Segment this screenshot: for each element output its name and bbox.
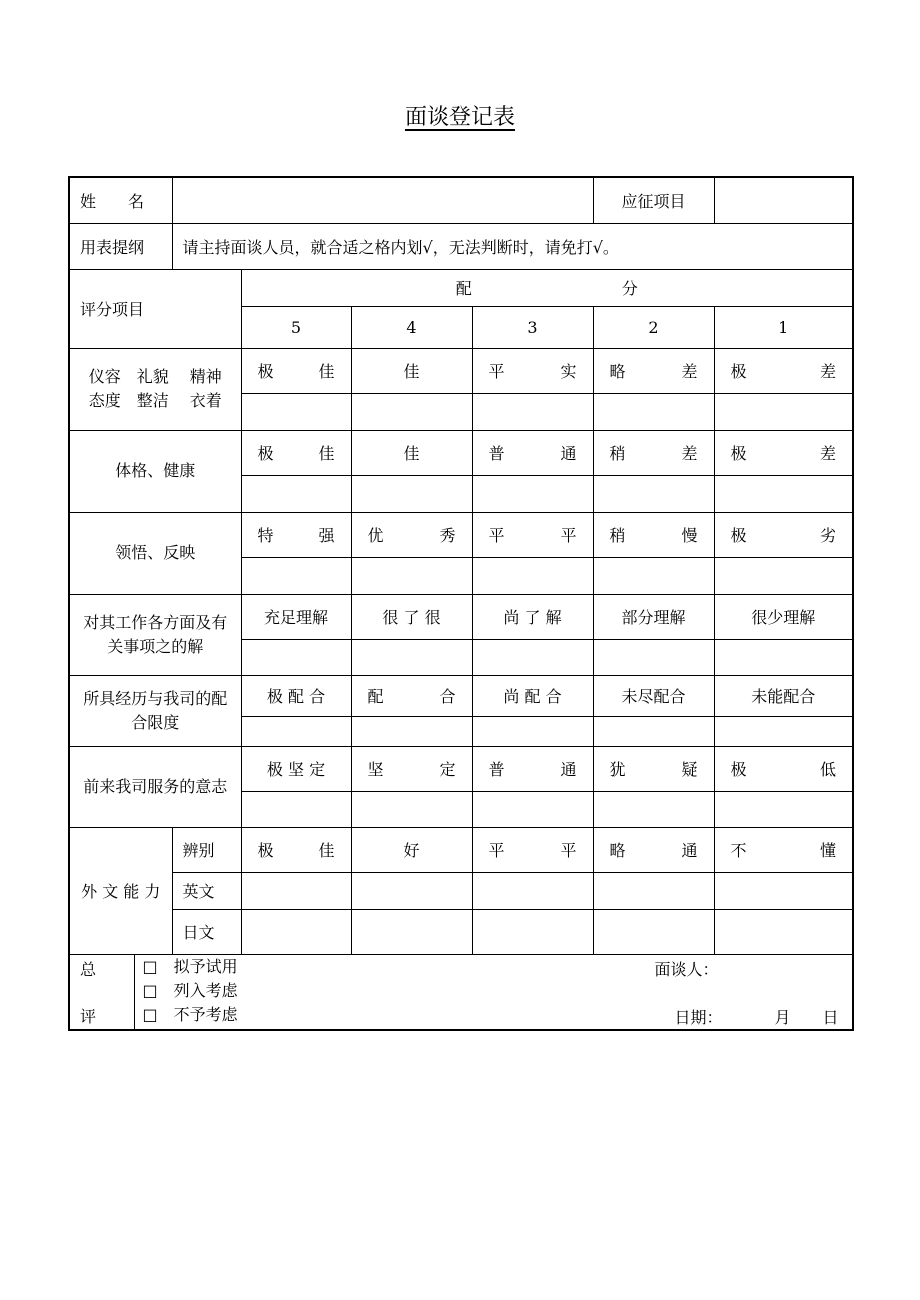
grade-word: 部分理解 — [621, 608, 686, 627]
grade-word: 劣 — [820, 526, 837, 545]
grade-word: 佳 — [318, 444, 335, 463]
grade-word: 尚 了 解 — [503, 608, 562, 627]
grade-option — [241, 827, 351, 872]
grade-option — [593, 512, 714, 557]
grade-word: 定 — [439, 760, 456, 779]
criterion-label: 体格、健康 — [69, 430, 241, 512]
mark-cell[interactable] — [351, 791, 472, 827]
mark-cell[interactable] — [241, 909, 351, 954]
grade-word: 疑 — [681, 760, 698, 779]
grade-word: 略 — [609, 362, 626, 381]
mark-cell[interactable] — [714, 872, 853, 909]
grade-option — [351, 827, 472, 872]
grade-option — [714, 594, 853, 639]
mark-cell[interactable] — [472, 639, 593, 675]
grade-word: 极 — [730, 526, 747, 545]
grade-word: 极 — [730, 362, 747, 381]
mark-cell[interactable] — [472, 791, 593, 827]
mark-cell[interactable] — [472, 393, 593, 430]
grade-word: 好 — [403, 841, 420, 860]
mark-cell[interactable] — [593, 557, 714, 594]
interviewer-label: 面谈人： — [654, 959, 719, 979]
grade-word: 普 — [488, 760, 505, 779]
criterion-label: 前来我司服务的意志 — [69, 746, 241, 827]
mark-cell[interactable] — [472, 557, 593, 594]
language-group-label: 外 文 能 力 — [69, 827, 172, 954]
grade-word: 坚 — [367, 760, 384, 779]
grade-word: 平 — [488, 362, 505, 381]
date-label: 日期： — [674, 1007, 723, 1027]
grade-option — [714, 512, 853, 557]
rating-item-label: 评分项目 — [69, 269, 241, 348]
grade-word: 极 — [730, 760, 747, 779]
mark-cell[interactable] — [351, 557, 472, 594]
mark-cell[interactable] — [241, 791, 351, 827]
grade-word: 佳 — [318, 362, 335, 381]
grade-word: 未能配合 — [751, 687, 816, 706]
mark-cell[interactable] — [714, 791, 853, 827]
grade-option — [593, 430, 714, 475]
grade-option — [714, 430, 853, 475]
grade-option — [351, 594, 472, 639]
instructions-label: 用表提纲 — [69, 223, 172, 269]
grade-word: 合 — [439, 687, 456, 706]
mark-cell[interactable] — [351, 872, 472, 909]
form-title: 面谈登记表 — [404, 105, 515, 130]
mark-cell[interactable] — [593, 791, 714, 827]
name-label: 姓 名 — [69, 177, 172, 223]
grade-word: 犹 — [609, 760, 626, 779]
grade-word: 通 — [560, 760, 577, 779]
grade-word: 充足理解 — [264, 608, 329, 627]
position-field[interactable] — [714, 177, 853, 223]
grade-word: 强 — [318, 526, 335, 545]
score-header: 配 分 — [241, 269, 853, 306]
grade-word: 实 — [560, 362, 577, 381]
grade-option — [472, 675, 593, 716]
grade-word: 极 坚 定 — [266, 760, 326, 779]
mark-cell[interactable] — [593, 909, 714, 954]
grade-option — [351, 675, 472, 716]
mark-cell[interactable] — [351, 475, 472, 512]
mark-cell[interactable] — [351, 639, 472, 675]
summary-options — [143, 955, 238, 1027]
grade-word: 通 — [560, 444, 577, 463]
grade-word: 慢 — [681, 526, 698, 545]
summary-checkbox[interactable]: □ 列入考虑 — [142, 980, 238, 1000]
score-5: 5 — [241, 306, 351, 348]
grade-option — [593, 675, 714, 716]
mark-cell[interactable] — [472, 909, 593, 954]
mark-cell[interactable] — [241, 872, 351, 909]
language-name: 日文 — [172, 909, 241, 954]
grade-option — [351, 512, 472, 557]
grade-option — [241, 675, 351, 716]
mark-cell[interactable] — [593, 716, 714, 746]
language-row — [69, 872, 853, 909]
score-4: 4 — [351, 306, 472, 348]
criterion-row — [69, 675, 853, 716]
summary-checkbox[interactable]: □ 拟予试用 — [142, 956, 238, 976]
instructions-text: 请主持面谈人员，就合适之格内划√，无法判断时，请免打√。 — [172, 223, 853, 269]
summary-row — [69, 954, 853, 1030]
grade-word: 稍 — [609, 444, 626, 463]
name-field[interactable] — [172, 177, 593, 223]
grade-word: 佳 — [403, 362, 420, 381]
criterion-row — [69, 746, 853, 791]
mark-cell[interactable] — [593, 872, 714, 909]
mark-cell[interactable] — [593, 639, 714, 675]
language-row — [69, 827, 853, 872]
grade-word: 差 — [820, 444, 837, 463]
summary-label-top: 总 — [80, 959, 97, 979]
grade-word: 平 — [488, 526, 505, 545]
grade-word: 极 — [730, 444, 747, 463]
mark-cell[interactable] — [714, 909, 853, 954]
grade-option — [241, 594, 351, 639]
mark-cell[interactable] — [714, 716, 853, 746]
mark-cell[interactable] — [241, 475, 351, 512]
grade-option — [593, 827, 714, 872]
mark-cell[interactable] — [714, 639, 853, 675]
grade-word: 未尽配合 — [621, 687, 686, 706]
grade-option — [241, 348, 351, 393]
grade-word: 佳 — [403, 444, 420, 463]
grade-word: 平 — [560, 841, 577, 860]
grade-word: 配 — [367, 687, 384, 706]
criterion-label: 仪容 礼貌 精神 态度 整洁 衣着 — [69, 348, 241, 430]
grade-word: 尚 配 合 — [503, 687, 562, 706]
mark-cell[interactable] — [241, 639, 351, 675]
grade-option — [593, 348, 714, 393]
mark-cell[interactable] — [593, 475, 714, 512]
grade-word: 佳 — [318, 841, 335, 860]
criterion-label: 领悟、反映 — [69, 512, 241, 594]
grade-word: 极 — [257, 444, 274, 463]
grade-word: 平 — [560, 526, 577, 545]
grade-word: 普 — [488, 444, 505, 463]
grade-word: 差 — [681, 362, 698, 381]
score-3: 3 — [472, 306, 593, 348]
mark-cell[interactable] — [241, 393, 351, 430]
grade-option — [351, 746, 472, 791]
grade-word: 极 配 合 — [266, 687, 326, 706]
grade-word: 很 了 很 — [382, 608, 441, 627]
mark-cell[interactable] — [714, 393, 853, 430]
grade-option — [714, 746, 853, 791]
criterion-label: 所具经历与我司的配 合限度 — [69, 675, 241, 746]
grade-option — [351, 348, 472, 393]
grade-option — [472, 594, 593, 639]
grade-word: 不 — [730, 841, 747, 860]
mark-cell[interactable] — [241, 557, 351, 594]
grade-word: 通 — [681, 841, 698, 860]
position-label: 应征项目 — [593, 177, 714, 223]
score-1: 1 — [714, 306, 853, 348]
mark-cell[interactable] — [351, 716, 472, 746]
grade-option — [241, 430, 351, 475]
mark-cell[interactable] — [351, 909, 472, 954]
criterion-row — [69, 430, 853, 475]
grade-option — [241, 746, 351, 791]
summary-content — [134, 954, 853, 1030]
grade-option — [714, 675, 853, 716]
grade-word: 低 — [820, 760, 837, 779]
grade-word: 优 — [367, 526, 384, 545]
grade-word: 懂 — [820, 841, 837, 860]
language-name: 英文 — [172, 872, 241, 909]
month-label: 月 — [774, 1007, 791, 1027]
criterion-row — [69, 512, 853, 557]
summary-label — [69, 954, 134, 1030]
grade-word: 极 — [257, 362, 274, 381]
grade-option — [714, 348, 853, 393]
language-row — [69, 909, 853, 954]
day-label: 日 — [822, 1007, 839, 1027]
criterion-row — [69, 348, 853, 393]
summary-label-bottom: 评 — [80, 1006, 97, 1026]
mark-cell[interactable] — [472, 716, 593, 746]
grade-option — [472, 827, 593, 872]
criterion-label: 对其工作各方面及有 关事项之的解 — [69, 594, 241, 675]
mark-cell[interactable] — [472, 872, 593, 909]
language-name: 辨别 — [172, 827, 241, 872]
interview-form-table — [68, 176, 854, 1031]
grade-option — [241, 512, 351, 557]
grade-word: 差 — [681, 444, 698, 463]
mark-cell[interactable] — [472, 475, 593, 512]
date-line — [675, 1005, 839, 1028]
grade-option — [472, 430, 593, 475]
grade-word: 特 — [257, 526, 274, 545]
grade-option — [472, 746, 593, 791]
mark-cell[interactable] — [593, 393, 714, 430]
grade-word: 很少理解 — [751, 608, 816, 627]
score-2: 2 — [593, 306, 714, 348]
grade-option — [593, 594, 714, 639]
grade-word: 秀 — [439, 526, 456, 545]
grade-option — [714, 827, 853, 872]
grade-option — [472, 348, 593, 393]
grade-word: 平 — [488, 841, 505, 860]
grade-word: 极 — [257, 841, 274, 860]
summary-checkbox[interactable]: □ 不予考虑 — [142, 1004, 238, 1024]
grade-word: 差 — [820, 362, 837, 381]
grade-option — [593, 746, 714, 791]
grade-option — [351, 430, 472, 475]
mark-cell[interactable] — [714, 557, 853, 594]
grade-word: 稍 — [609, 526, 626, 545]
mark-cell[interactable] — [351, 393, 472, 430]
grade-word: 略 — [609, 841, 626, 860]
mark-cell[interactable] — [241, 716, 351, 746]
mark-cell[interactable] — [714, 475, 853, 512]
criterion-row — [69, 594, 853, 639]
grade-option — [472, 512, 593, 557]
